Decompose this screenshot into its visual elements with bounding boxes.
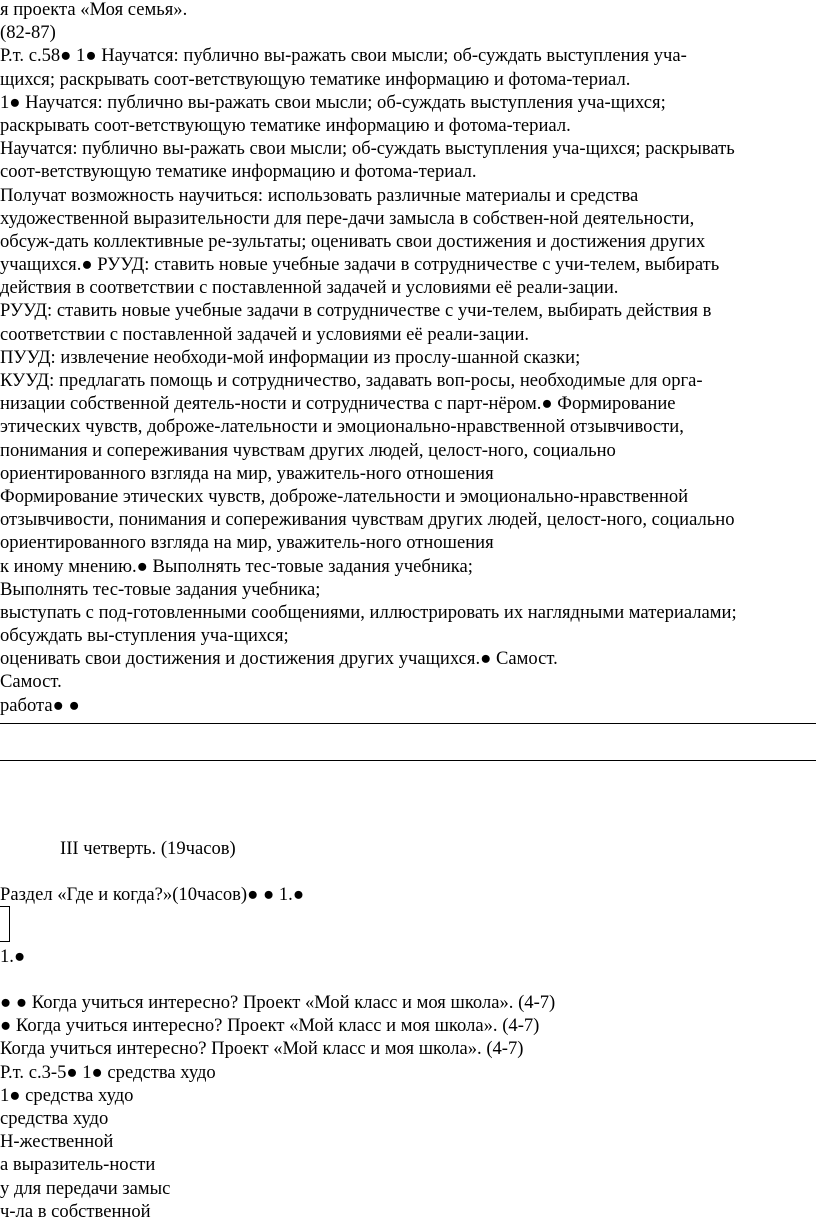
text-line: работа● ● [0, 694, 80, 716]
text-line: понимания и сопереживания чувствам других людей, целост-ного, социально [0, 439, 616, 461]
text-line: Р.т. с.58● 1● Научатся: публично вы-ражать свои мысли; об-суждать выступления уча- [0, 45, 687, 67]
section-heading: Раздел «Где и когда?»(10часов)● ● 1.● [0, 884, 305, 905]
text-line: 1● Научатся: публично вы-ражать свои мысли; об-суждать выступления уча-щихся; [0, 91, 666, 113]
text-line: Научатся: публично вы-ражать свои мысли; об-суждать выступления уча-щихся; раскрывать [0, 138, 735, 160]
text-line: ориентированного взгляда на мир, уважитель-ного отношения [0, 532, 494, 554]
text-line: обсуж-дать коллективные ре-зультаты; оценивать свои достижения и достижения других [0, 230, 706, 252]
text-line: выступать с под-готовленными сообщениями, иллюстрировать их наглядными материалами; [0, 601, 737, 623]
text-line: я проекта «Моя семья». [0, 0, 188, 20]
text-line: 1● средства худо [0, 1084, 134, 1106]
cell-border [0, 906, 10, 942]
text-line: РУУД: ставить новые учебные задачи в сотрудничестве с учи-телем, выбирать действия в [0, 300, 712, 322]
text-line: отзывчивости, понимания и сопереживания чувствам других людей, целост-ного, социально [0, 509, 735, 531]
bottom-text-block [0, 991, 816, 1223]
text-line: Р.т. с.3-5● 1● средства худо [0, 1061, 216, 1083]
text-line: а выразитель-ности [0, 1154, 156, 1176]
text-line: ориентированного взгляда на мир, уважитель-ного отношения [0, 462, 494, 484]
text-line: художественной выразительности для пере-дачи замысла в собствен-ной деятельности, [0, 207, 695, 229]
text-line: щихся; раскрывать соот-ветствующую тематике информацию и фотома-териал. [0, 68, 631, 90]
text-line: к иному мнению.● Выполнять тес-товые задания учебника; [0, 555, 473, 577]
text-line: низации собственной деятель-ности и сотрудничества с парт-нёром.● Формирование [0, 393, 676, 415]
text-line: ● Когда учиться интересно? Проект «Мой класс и моя школа». (4-7) [0, 1015, 540, 1037]
text-line: ● ● Когда учиться интересно? Проект «Мой класс и моя школа». (4-7) [0, 992, 556, 1013]
text-line: обсуждать вы-ступления уча-щихся; [0, 625, 289, 647]
text-line: учащихся.● РУУД: ставить новые учебные задачи в сотрудничестве с учи-телем, выбирать [0, 254, 720, 276]
text-line: ПУУД: извлечение необходи-мой информации из прослу-шанной сказки; [0, 346, 581, 368]
table-rule-top [0, 723, 816, 724]
quarter-heading: III четверть. (19часов) [60, 838, 236, 859]
text-line: средства худо [0, 1107, 109, 1129]
text-line: соот-ветствующую тематике информацию и фотома-териал. [0, 161, 477, 183]
text-line: Н-жественной [0, 1131, 114, 1153]
text-line: Получат возможность научиться: использовать различные материалы и средства [0, 184, 639, 206]
item-number: 1.● [0, 946, 26, 967]
text-line: Самост. [0, 671, 62, 693]
text-line: у для передачи замыс [0, 1177, 171, 1199]
text-line: действия в соответствии с поставленной задачей и условиями её реали-зации. [0, 277, 619, 299]
text-line: Формирование этических чувств, доброже-лательности и эмоционально-нравственной [0, 485, 689, 507]
table-rule-bottom [0, 760, 816, 761]
text-line: КУУД: предлагать помощь и сотрудничество, задавать воп-росы, необходимые для орга- [0, 370, 703, 391]
text-line: оценивать свои достижения и достижения других учащихся.● Самост. [0, 648, 558, 670]
text-line: Когда учиться интересно? Проект «Мой класс и моя школа». (4-7) [0, 1038, 524, 1060]
text-line: ч-ла в собственной [0, 1200, 151, 1222]
text-line: (82-87) [0, 22, 56, 44]
text-line: Выполнять тес-товые задания учебника; [0, 578, 321, 600]
text-line: соответствии с поставленной задачей и условиями её реали-зации. [0, 323, 530, 345]
text-line: раскрывать соот-ветствующую тематике информацию и фотома-териал. [0, 114, 571, 136]
text-line: этических чувств, доброже-лательности и эмоционально-нравственной отзывчивости, [0, 416, 684, 438]
